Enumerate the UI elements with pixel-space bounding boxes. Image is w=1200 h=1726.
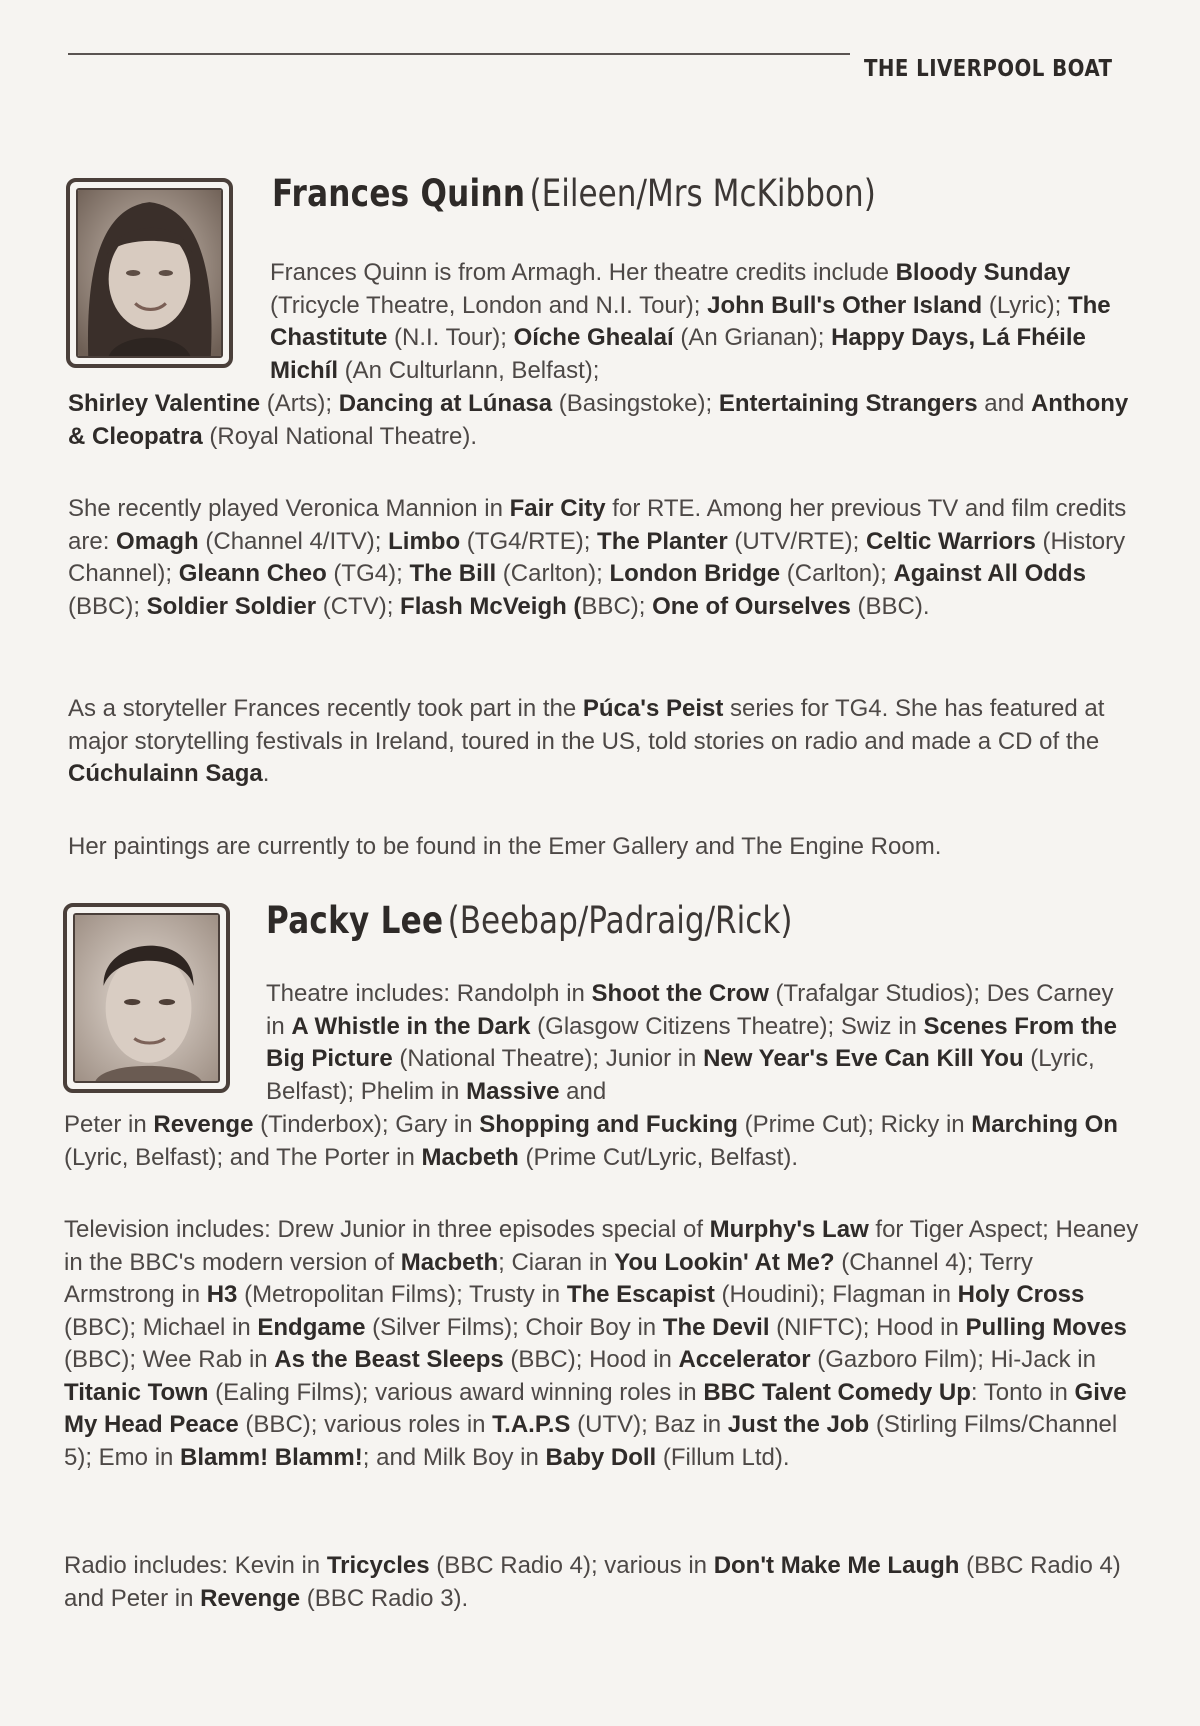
credit-text: (Ealing Films); various award winning roles in [208, 1378, 704, 1406]
credit-title: Oíche Ghealaí [513, 324, 674, 351]
credit-text: Theatre includes: Randolph in [266, 980, 592, 1007]
theatre-credits-continued [64, 1109, 1144, 1174]
credit-title: You Lookin' At Me? [614, 1248, 835, 1276]
credit-title: London Bridge [609, 560, 781, 587]
credit-text: ; and Milk Boy in [362, 1443, 546, 1471]
credit-title: John Bull's Other Island [707, 291, 983, 319]
credit-text: (Basingstoke); [552, 390, 719, 417]
credit-text: (BBC); [68, 592, 147, 620]
credit-text: (TG4); [326, 560, 410, 587]
credit-title: Limbo [388, 527, 461, 555]
credit-text: Her paintings are currently to be found in the Emer Gallery and The Engine Room. [68, 833, 942, 860]
credit-title: Anthony & Cleopatra [68, 390, 1129, 450]
credit-text: . [262, 760, 270, 787]
credit-title: Celtic Warriors [865, 527, 1036, 555]
paintings-paragraph [68, 831, 1128, 864]
credit-title: Fair City [509, 495, 606, 522]
credit-text: (BBC); Hood in [503, 1346, 679, 1373]
credit-text: and [977, 390, 1031, 417]
credit-text: for Tiger Aspect; Heaney in the BBC's modern version of [64, 1216, 1139, 1276]
theatre-credits-continued [68, 388, 1138, 453]
credit-title: Endgame [257, 1313, 366, 1341]
performer-role: (Eileen/Mrs McKibbon) [529, 172, 876, 215]
credit-title: Murphy's Law [709, 1216, 869, 1243]
credit-text: (Royal National Theatre). [202, 422, 478, 450]
credit-text: (Trafalgar Studios); Des Carney in [266, 980, 1114, 1040]
performer-heading [272, 172, 876, 215]
credit-title: Púca's Peist [582, 695, 724, 722]
portrait-frame [63, 903, 230, 1093]
theatre-credits-paragraph [266, 978, 1136, 1108]
header-rule [68, 53, 850, 55]
credit-text: (Gazboro Film); Hi-Jack in [810, 1346, 1096, 1373]
credit-text: (Glasgow Citizens Theatre); Swiz in [530, 1012, 924, 1040]
credit-title: Cúchulainn Saga [68, 760, 263, 787]
performer-name: Frances Quinn [272, 172, 526, 215]
credit-text: Radio includes: Kevin in [64, 1552, 327, 1579]
credit-text: (Arts); [260, 390, 339, 417]
credit-text: ; Ciaran in [498, 1248, 615, 1276]
credit-text: (BBC). [850, 592, 930, 620]
credit-text: (Channel 4); Terry Armstrong in [64, 1248, 1033, 1308]
credit-title: Gleann Cheo [178, 560, 327, 587]
credit-title: Baby Doll [545, 1443, 657, 1471]
television-credits-paragraph [64, 1214, 1144, 1474]
credit-text: (Prime Cut/Lyric, Belfast). [518, 1143, 799, 1171]
theatre-credits-paragraph [270, 257, 1130, 387]
credit-text: (N.I. Tour); [387, 324, 514, 351]
credit-title: Revenge [153, 1111, 254, 1138]
credit-text: (BBC Radio 4); various in [429, 1552, 714, 1579]
credit-text: for RTE. Among her previous TV and film credits are: [68, 495, 1127, 555]
credit-text: (Fillum Ltd). [656, 1443, 790, 1471]
credit-title: One of Ourselves [652, 592, 851, 620]
portrait-photo-man [73, 913, 220, 1083]
credit-text: (CTV); [316, 592, 401, 620]
credit-text: : Tonto in [970, 1378, 1075, 1406]
credit-title: Happy Days, Lá Fhéile Michíl [270, 324, 1086, 384]
credit-text: (History Channel); [68, 527, 1126, 587]
credit-title: Revenge [200, 1584, 301, 1612]
credit-text: (Tricycle Theatre, London and N.I. Tour); [270, 291, 708, 319]
credit-text: Frances Quinn is from Armagh. Her theatre credits include [270, 259, 896, 286]
radio-credits-paragraph [64, 1550, 1144, 1615]
credit-text: (Houdini); Flagman in [714, 1281, 958, 1308]
credit-text: Peter in [64, 1111, 154, 1138]
credit-text: (Carlton); [780, 560, 894, 587]
credit-text: series for TG4. She has featured at major storytelling festivals in Ireland, toured in the US, told stories on radio and made a CD of the [68, 695, 1105, 755]
credit-title: Shopping and Fucking [479, 1111, 738, 1138]
portrait-frame [66, 178, 233, 368]
credit-text: (Silver Films); Choir Boy in [365, 1313, 663, 1341]
tv-film-credits-paragraph [68, 493, 1128, 623]
credit-text: (BBC Radio 4) and Peter in [64, 1552, 1121, 1612]
credit-title: Marching On [971, 1111, 1118, 1138]
credit-title: Bloody Sunday [895, 259, 1071, 286]
credit-title: Shoot the Crow [591, 980, 769, 1007]
credit-title: Holy Cross [957, 1281, 1085, 1308]
credit-text: (UTV); Baz in [570, 1411, 728, 1438]
credit-title: A Whistle in the Dark [291, 1012, 531, 1040]
credit-title: Massive [466, 1077, 560, 1105]
credit-text: (BBC); various roles in [238, 1411, 493, 1438]
credit-title: Scenes From the Big Picture [266, 1012, 1117, 1072]
credit-text: (BBC Radio 3). [300, 1584, 469, 1612]
credit-text: (BBC); Michael in [64, 1313, 258, 1341]
credit-text: (Lyric, Belfast); Phelim in [266, 1045, 1095, 1105]
credit-text: As a storyteller Frances recently took part in the [68, 695, 583, 722]
credit-title: Tricycles [326, 1552, 430, 1579]
credit-title: H3 [206, 1281, 238, 1308]
credit-title: Give My Head Peace [64, 1378, 1127, 1438]
credit-text: Television includes: Drew Junior in three episodes special of [64, 1216, 710, 1243]
performer-role: (Beebap/Padraig/Rick) [447, 899, 793, 942]
credit-text: (National Theatre); Junior in [392, 1045, 704, 1072]
credit-title: Titanic Town [64, 1378, 209, 1406]
credit-text: (Prime Cut); Ricky in [737, 1111, 972, 1138]
credit-text: (BBC); Wee Rab in [64, 1346, 275, 1373]
storytelling-paragraph [68, 693, 1128, 791]
credit-text: (An Culturlann, Belfast); [338, 356, 600, 384]
credit-title: Macbeth [421, 1143, 519, 1171]
credit-title: Against All Odds [893, 560, 1086, 587]
credit-title: The Devil [662, 1313, 770, 1341]
credit-title: BBC Talent Comedy Up [703, 1378, 971, 1406]
credit-title: Entertaining Strangers [718, 390, 978, 417]
credit-title: The Chastitute [270, 291, 1111, 351]
credit-title: Dancing at Lúnasa [338, 390, 553, 417]
credit-text: (UTV/RTE); [727, 527, 866, 555]
credit-title: Omagh [116, 527, 199, 555]
credit-title: As the Beast Sleeps [274, 1346, 504, 1373]
credit-title: T.A.P.S [492, 1411, 571, 1438]
credit-text: (Tinderbox); Gary in [253, 1111, 480, 1138]
credit-text: and [559, 1077, 607, 1105]
credit-title: Blamm! Blamm! [180, 1443, 363, 1471]
credit-title: New Year's Eve Can Kill You [703, 1045, 1024, 1072]
credit-title: Accelerator [678, 1346, 811, 1373]
credit-text: (Channel 4/ITV); [198, 527, 389, 555]
running-title: THE LIVERPOOL BOAT [864, 56, 1113, 82]
credit-text: (Lyric); [982, 291, 1068, 319]
credit-text: (Lyric, Belfast); and The Porter in [64, 1143, 422, 1171]
credit-text: (Carlton); [496, 560, 610, 587]
credit-title: Flash McVeigh ( [400, 592, 582, 620]
credit-text: (NIFTC); Hood in [769, 1313, 966, 1341]
credit-title: The Escapist [566, 1281, 715, 1308]
credit-text: (Stirling Films/Channel 5); Emo in [64, 1411, 1118, 1471]
credit-text: She recently played Veronica Mannion in [68, 495, 510, 522]
credit-title: Don't Make Me Laugh [713, 1552, 960, 1579]
performer-name: Packy Lee [266, 899, 444, 942]
credit-text: (TG4/RTE); [460, 527, 598, 555]
credit-title: Pulling Moves [965, 1313, 1127, 1341]
credit-title: Macbeth [400, 1248, 499, 1276]
credit-title: The Planter [597, 527, 728, 555]
credit-text: BBC); [581, 592, 653, 620]
credit-title: Soldier Soldier [146, 592, 317, 620]
credit-title: The Bill [409, 560, 497, 587]
credit-text: (Metropolitan Films); Trusty in [237, 1281, 567, 1308]
portrait-photo-woman [76, 188, 223, 358]
credit-title: Just the Job [727, 1411, 870, 1438]
credit-title: Shirley Valentine [68, 390, 261, 417]
credit-text: (An Grianan); [673, 324, 832, 351]
performer-heading [266, 899, 792, 942]
